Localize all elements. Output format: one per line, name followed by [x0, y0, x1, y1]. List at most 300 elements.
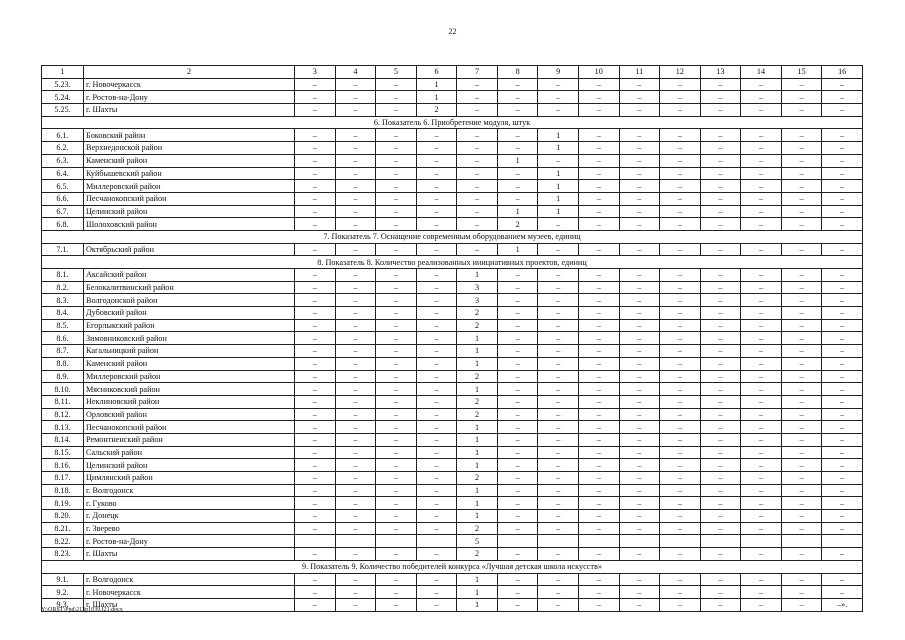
value-cell: – [578, 269, 619, 282]
value-cell: 1 [457, 345, 498, 358]
value-cell: 2 [497, 218, 538, 231]
value-cell: – [497, 548, 538, 561]
value-cell: – [295, 370, 336, 383]
value-cell: – [741, 408, 782, 421]
value-cell: – [497, 459, 538, 472]
value-cell: – [741, 78, 782, 91]
value-cell: – [660, 357, 701, 370]
value-cell: – [416, 154, 457, 167]
value-cell: – [538, 421, 579, 434]
value-cell: – [376, 345, 417, 358]
value-cell: – [295, 218, 336, 231]
value-cell: – [660, 433, 701, 446]
table-row [42, 535, 863, 548]
value-cell: – [538, 218, 579, 231]
value-cell: – [781, 573, 822, 586]
value-cell [700, 535, 741, 548]
value-cell: – [619, 180, 660, 193]
table-row [42, 205, 863, 218]
value-cell: – [619, 357, 660, 370]
value-cell: – [376, 522, 417, 535]
value-cell: – [578, 294, 619, 307]
table-row [42, 332, 863, 345]
value-cell: – [538, 269, 579, 282]
value-cell: – [700, 205, 741, 218]
value-cell: – [376, 332, 417, 345]
section-header-row [42, 116, 863, 129]
value-cell: – [497, 294, 538, 307]
value-cell: – [660, 307, 701, 320]
value-cell: – [295, 319, 336, 332]
value-cell: – [660, 243, 701, 256]
row-number: 8.3. [42, 294, 84, 307]
value-cell: – [497, 332, 538, 345]
value-cell: – [497, 408, 538, 421]
value-cell: – [295, 421, 336, 434]
value-cell: – [376, 294, 417, 307]
table-row [42, 510, 863, 523]
value-cell: – [295, 497, 336, 510]
value-cell: – [741, 357, 782, 370]
value-cell: – [416, 459, 457, 472]
value-cell: – [538, 357, 579, 370]
row-number: 8.10. [42, 383, 84, 396]
value-cell: – [295, 573, 336, 586]
value-cell: – [416, 548, 457, 561]
value-cell: – [700, 269, 741, 282]
value-cell: – [295, 142, 336, 155]
indicator-table [41, 65, 863, 612]
value-cell: – [335, 205, 376, 218]
municipality-name: г. Шахты [84, 598, 295, 611]
row-number: 8.7. [42, 345, 84, 358]
value-cell: – [295, 484, 336, 497]
value-cell: – [619, 497, 660, 510]
row-number: 8.16. [42, 459, 84, 472]
value-cell: – [660, 472, 701, 485]
value-cell: – [295, 433, 336, 446]
row-number: 8.12. [42, 408, 84, 421]
value-cell: – [578, 433, 619, 446]
value-cell: – [781, 91, 822, 104]
value-cell: – [578, 91, 619, 104]
value-cell: – [741, 142, 782, 155]
value-cell: 1 [538, 205, 579, 218]
value-cell: – [335, 522, 376, 535]
value-cell: – [376, 459, 417, 472]
value-cell: – [619, 332, 660, 345]
municipality-name: Неклиновский район [84, 395, 295, 408]
value-cell: – [497, 370, 538, 383]
value-cell: – [416, 370, 457, 383]
value-cell: – [619, 472, 660, 485]
value-cell: – [822, 586, 863, 599]
value-cell: – [578, 167, 619, 180]
value-cell: – [700, 91, 741, 104]
column-number: 13 [700, 66, 741, 79]
municipality-name: Каменский район [84, 357, 295, 370]
row-number: 8.1. [42, 269, 84, 282]
value-cell: – [416, 167, 457, 180]
value-cell: – [416, 129, 457, 142]
value-cell: – [660, 573, 701, 586]
value-cell: – [295, 395, 336, 408]
value-cell: – [497, 269, 538, 282]
value-cell: – [578, 332, 619, 345]
value-cell: – [700, 573, 741, 586]
value-cell: – [416, 345, 457, 358]
value-cell: – [619, 78, 660, 91]
value-cell: – [295, 167, 336, 180]
value-cell: – [376, 243, 417, 256]
column-number: 2 [84, 66, 295, 79]
value-cell: 1 [457, 573, 498, 586]
value-cell: – [741, 243, 782, 256]
row-number: 5.24. [42, 91, 84, 104]
value-cell: – [335, 395, 376, 408]
municipality-name: Мясниковский район [84, 383, 295, 396]
value-cell: – [376, 180, 417, 193]
value-cell: – [781, 446, 822, 459]
page-number: 22 [448, 27, 457, 36]
value-cell: – [295, 307, 336, 320]
value-cell: – [335, 433, 376, 446]
value-cell: – [416, 472, 457, 485]
value-cell: 1 [457, 586, 498, 599]
value-cell: – [822, 459, 863, 472]
value-cell: 2 [457, 370, 498, 383]
value-cell: 1 [497, 243, 538, 256]
value-cell: – [416, 180, 457, 193]
value-cell: – [416, 395, 457, 408]
value-cell: – [741, 484, 782, 497]
value-cell: – [660, 154, 701, 167]
value-cell: – [578, 522, 619, 535]
value-cell: – [416, 484, 457, 497]
value-cell: – [376, 484, 417, 497]
value-cell: – [741, 598, 782, 611]
table-row [42, 218, 863, 231]
column-number: 15 [781, 66, 822, 79]
value-cell: – [335, 573, 376, 586]
value-cell: – [781, 167, 822, 180]
value-cell: – [822, 510, 863, 523]
value-cell: – [822, 497, 863, 510]
municipality-name: г. Шахты [84, 104, 295, 117]
municipality-name: Верхнедонской район [84, 142, 295, 155]
value-cell: – [741, 294, 782, 307]
value-cell: – [497, 421, 538, 434]
municipality-name: г. Ростов-на-Дону [84, 91, 295, 104]
value-cell: – [376, 433, 417, 446]
value-cell: –». [822, 598, 863, 611]
value-cell: – [660, 586, 701, 599]
row-number: 8.18. [42, 484, 84, 497]
value-cell: – [741, 332, 782, 345]
table-row [42, 459, 863, 472]
value-cell: 1 [457, 357, 498, 370]
value-cell: – [578, 484, 619, 497]
value-cell: – [416, 598, 457, 611]
value-cell: – [660, 522, 701, 535]
row-number: 6.1. [42, 129, 84, 142]
value-cell: – [660, 192, 701, 205]
value-cell: – [335, 294, 376, 307]
table-row [42, 370, 863, 383]
value-cell: – [335, 142, 376, 155]
value-cell: – [822, 294, 863, 307]
value-cell: – [781, 180, 822, 193]
column-number-row [42, 66, 863, 79]
value-cell: – [335, 421, 376, 434]
value-cell: – [497, 357, 538, 370]
value-cell: – [619, 294, 660, 307]
table-row [42, 446, 863, 459]
municipality-name: Целинский район [84, 205, 295, 218]
table-row [42, 548, 863, 561]
value-cell: – [538, 459, 579, 472]
value-cell: – [822, 395, 863, 408]
value-cell [741, 535, 782, 548]
row-number: 6.5. [42, 180, 84, 193]
value-cell: – [376, 548, 417, 561]
value-cell: – [578, 446, 619, 459]
municipality-name: Дубовский район [84, 307, 295, 320]
value-cell: – [295, 586, 336, 599]
value-cell: – [538, 446, 579, 459]
value-cell: – [781, 459, 822, 472]
value-cell: – [497, 383, 538, 396]
section-header-row [42, 560, 863, 573]
value-cell: 2 [457, 472, 498, 485]
value-cell: – [822, 167, 863, 180]
value-cell: – [295, 383, 336, 396]
value-cell: – [781, 408, 822, 421]
row-number: 8.2. [42, 281, 84, 294]
value-cell [619, 535, 660, 548]
value-cell: 1 [538, 180, 579, 193]
value-cell: – [416, 497, 457, 510]
value-cell: – [619, 192, 660, 205]
value-cell: – [660, 548, 701, 561]
row-number: 6.8. [42, 218, 84, 231]
value-cell: – [538, 433, 579, 446]
value-cell: – [538, 510, 579, 523]
value-cell: – [295, 472, 336, 485]
value-cell: – [741, 497, 782, 510]
value-cell: – [376, 307, 417, 320]
value-cell: – [578, 205, 619, 218]
value-cell: – [741, 446, 782, 459]
value-cell: – [619, 104, 660, 117]
value-cell: – [335, 281, 376, 294]
value-cell: – [822, 192, 863, 205]
value-cell: – [741, 167, 782, 180]
value-cell: – [457, 104, 498, 117]
value-cell: – [538, 104, 579, 117]
value-cell: – [700, 598, 741, 611]
value-cell: – [538, 408, 579, 421]
value-cell: – [457, 180, 498, 193]
value-cell: – [376, 142, 417, 155]
municipality-name: Октябрьский район [84, 243, 295, 256]
table-row [42, 395, 863, 408]
value-cell: – [295, 269, 336, 282]
value-cell: – [741, 319, 782, 332]
column-number: 9 [538, 66, 579, 79]
value-cell: – [781, 510, 822, 523]
section-title: 8. Показатель 8. Количество реализованных инициативных проектов, единиц [42, 256, 863, 269]
value-cell [497, 535, 538, 548]
value-cell: – [781, 586, 822, 599]
value-cell: – [376, 167, 417, 180]
value-cell: – [822, 218, 863, 231]
value-cell: – [376, 205, 417, 218]
value-cell: – [376, 269, 417, 282]
table-row [42, 484, 863, 497]
value-cell: – [822, 281, 863, 294]
value-cell: – [619, 586, 660, 599]
value-cell: – [619, 91, 660, 104]
municipality-name: Целинский район [84, 459, 295, 472]
value-cell: – [538, 573, 579, 586]
value-cell: – [497, 510, 538, 523]
value-cell: – [335, 243, 376, 256]
value-cell: – [822, 129, 863, 142]
municipality-name: Аксайский район [84, 269, 295, 282]
value-cell: – [497, 433, 538, 446]
value-cell: – [822, 269, 863, 282]
value-cell: – [376, 218, 417, 231]
value-cell: – [781, 281, 822, 294]
value-cell: – [700, 319, 741, 332]
value-cell: 1 [538, 142, 579, 155]
value-cell: – [660, 446, 701, 459]
value-cell: 1 [497, 154, 538, 167]
value-cell: – [822, 484, 863, 497]
row-number: 5.23. [42, 78, 84, 91]
value-cell: – [295, 180, 336, 193]
value-cell: – [376, 598, 417, 611]
value-cell: – [822, 104, 863, 117]
value-cell: – [700, 522, 741, 535]
value-cell: – [741, 510, 782, 523]
value-cell: – [335, 472, 376, 485]
table-row [42, 319, 863, 332]
value-cell: 1 [457, 497, 498, 510]
value-cell: – [538, 345, 579, 358]
value-cell: – [335, 408, 376, 421]
table-row [42, 383, 863, 396]
value-cell: – [497, 180, 538, 193]
value-cell: – [578, 192, 619, 205]
value-cell: 2 [457, 548, 498, 561]
value-cell: – [376, 370, 417, 383]
value-cell: – [335, 154, 376, 167]
value-cell: – [578, 497, 619, 510]
row-number: 8.6. [42, 332, 84, 345]
value-cell: – [700, 421, 741, 434]
value-cell: – [660, 497, 701, 510]
value-cell: – [781, 142, 822, 155]
value-cell: – [741, 573, 782, 586]
value-cell [376, 535, 417, 548]
value-cell: – [619, 421, 660, 434]
value-cell: – [538, 307, 579, 320]
value-cell: – [741, 192, 782, 205]
value-cell: – [578, 243, 619, 256]
value-cell: – [335, 357, 376, 370]
value-cell: 2 [457, 408, 498, 421]
table-row [42, 573, 863, 586]
value-cell: – [822, 548, 863, 561]
value-cell: – [578, 586, 619, 599]
column-number: 3 [295, 66, 336, 79]
value-cell: 2 [457, 319, 498, 332]
value-cell: – [335, 180, 376, 193]
value-cell: – [660, 421, 701, 434]
value-cell: – [660, 510, 701, 523]
municipality-name: Песчанокопский район [84, 421, 295, 434]
value-cell: – [619, 154, 660, 167]
value-cell: – [295, 510, 336, 523]
value-cell: – [822, 307, 863, 320]
value-cell: – [335, 598, 376, 611]
value-cell: – [700, 294, 741, 307]
value-cell: – [538, 497, 579, 510]
value-cell: – [335, 345, 376, 358]
value-cell: – [376, 357, 417, 370]
value-cell: – [578, 218, 619, 231]
value-cell: – [700, 408, 741, 421]
value-cell: – [781, 104, 822, 117]
column-number: 1 [42, 66, 84, 79]
value-cell: – [741, 433, 782, 446]
value-cell: – [295, 408, 336, 421]
municipality-name: г. Волгодонск [84, 484, 295, 497]
row-number: 8.14. [42, 433, 84, 446]
value-cell: – [700, 218, 741, 231]
row-number: 8.15. [42, 446, 84, 459]
value-cell: – [335, 307, 376, 320]
value-cell: – [335, 167, 376, 180]
value-cell: – [660, 281, 701, 294]
value-cell: – [578, 548, 619, 561]
value-cell: – [741, 129, 782, 142]
value-cell: – [781, 345, 822, 358]
value-cell: – [700, 243, 741, 256]
table-row [42, 586, 863, 599]
value-cell: – [578, 180, 619, 193]
value-cell: – [781, 548, 822, 561]
value-cell: – [497, 319, 538, 332]
table-row [42, 269, 863, 282]
municipality-name: г. Зверево [84, 522, 295, 535]
value-cell: – [700, 192, 741, 205]
value-cell: – [497, 91, 538, 104]
row-number: 8.5. [42, 319, 84, 332]
value-cell: – [741, 459, 782, 472]
value-cell: – [741, 421, 782, 434]
value-cell: – [700, 345, 741, 358]
row-number: 5.25. [42, 104, 84, 117]
value-cell: – [457, 129, 498, 142]
value-cell: – [295, 154, 336, 167]
value-cell: – [416, 522, 457, 535]
row-number: 8.20. [42, 510, 84, 523]
value-cell: – [457, 192, 498, 205]
value-cell: – [416, 383, 457, 396]
